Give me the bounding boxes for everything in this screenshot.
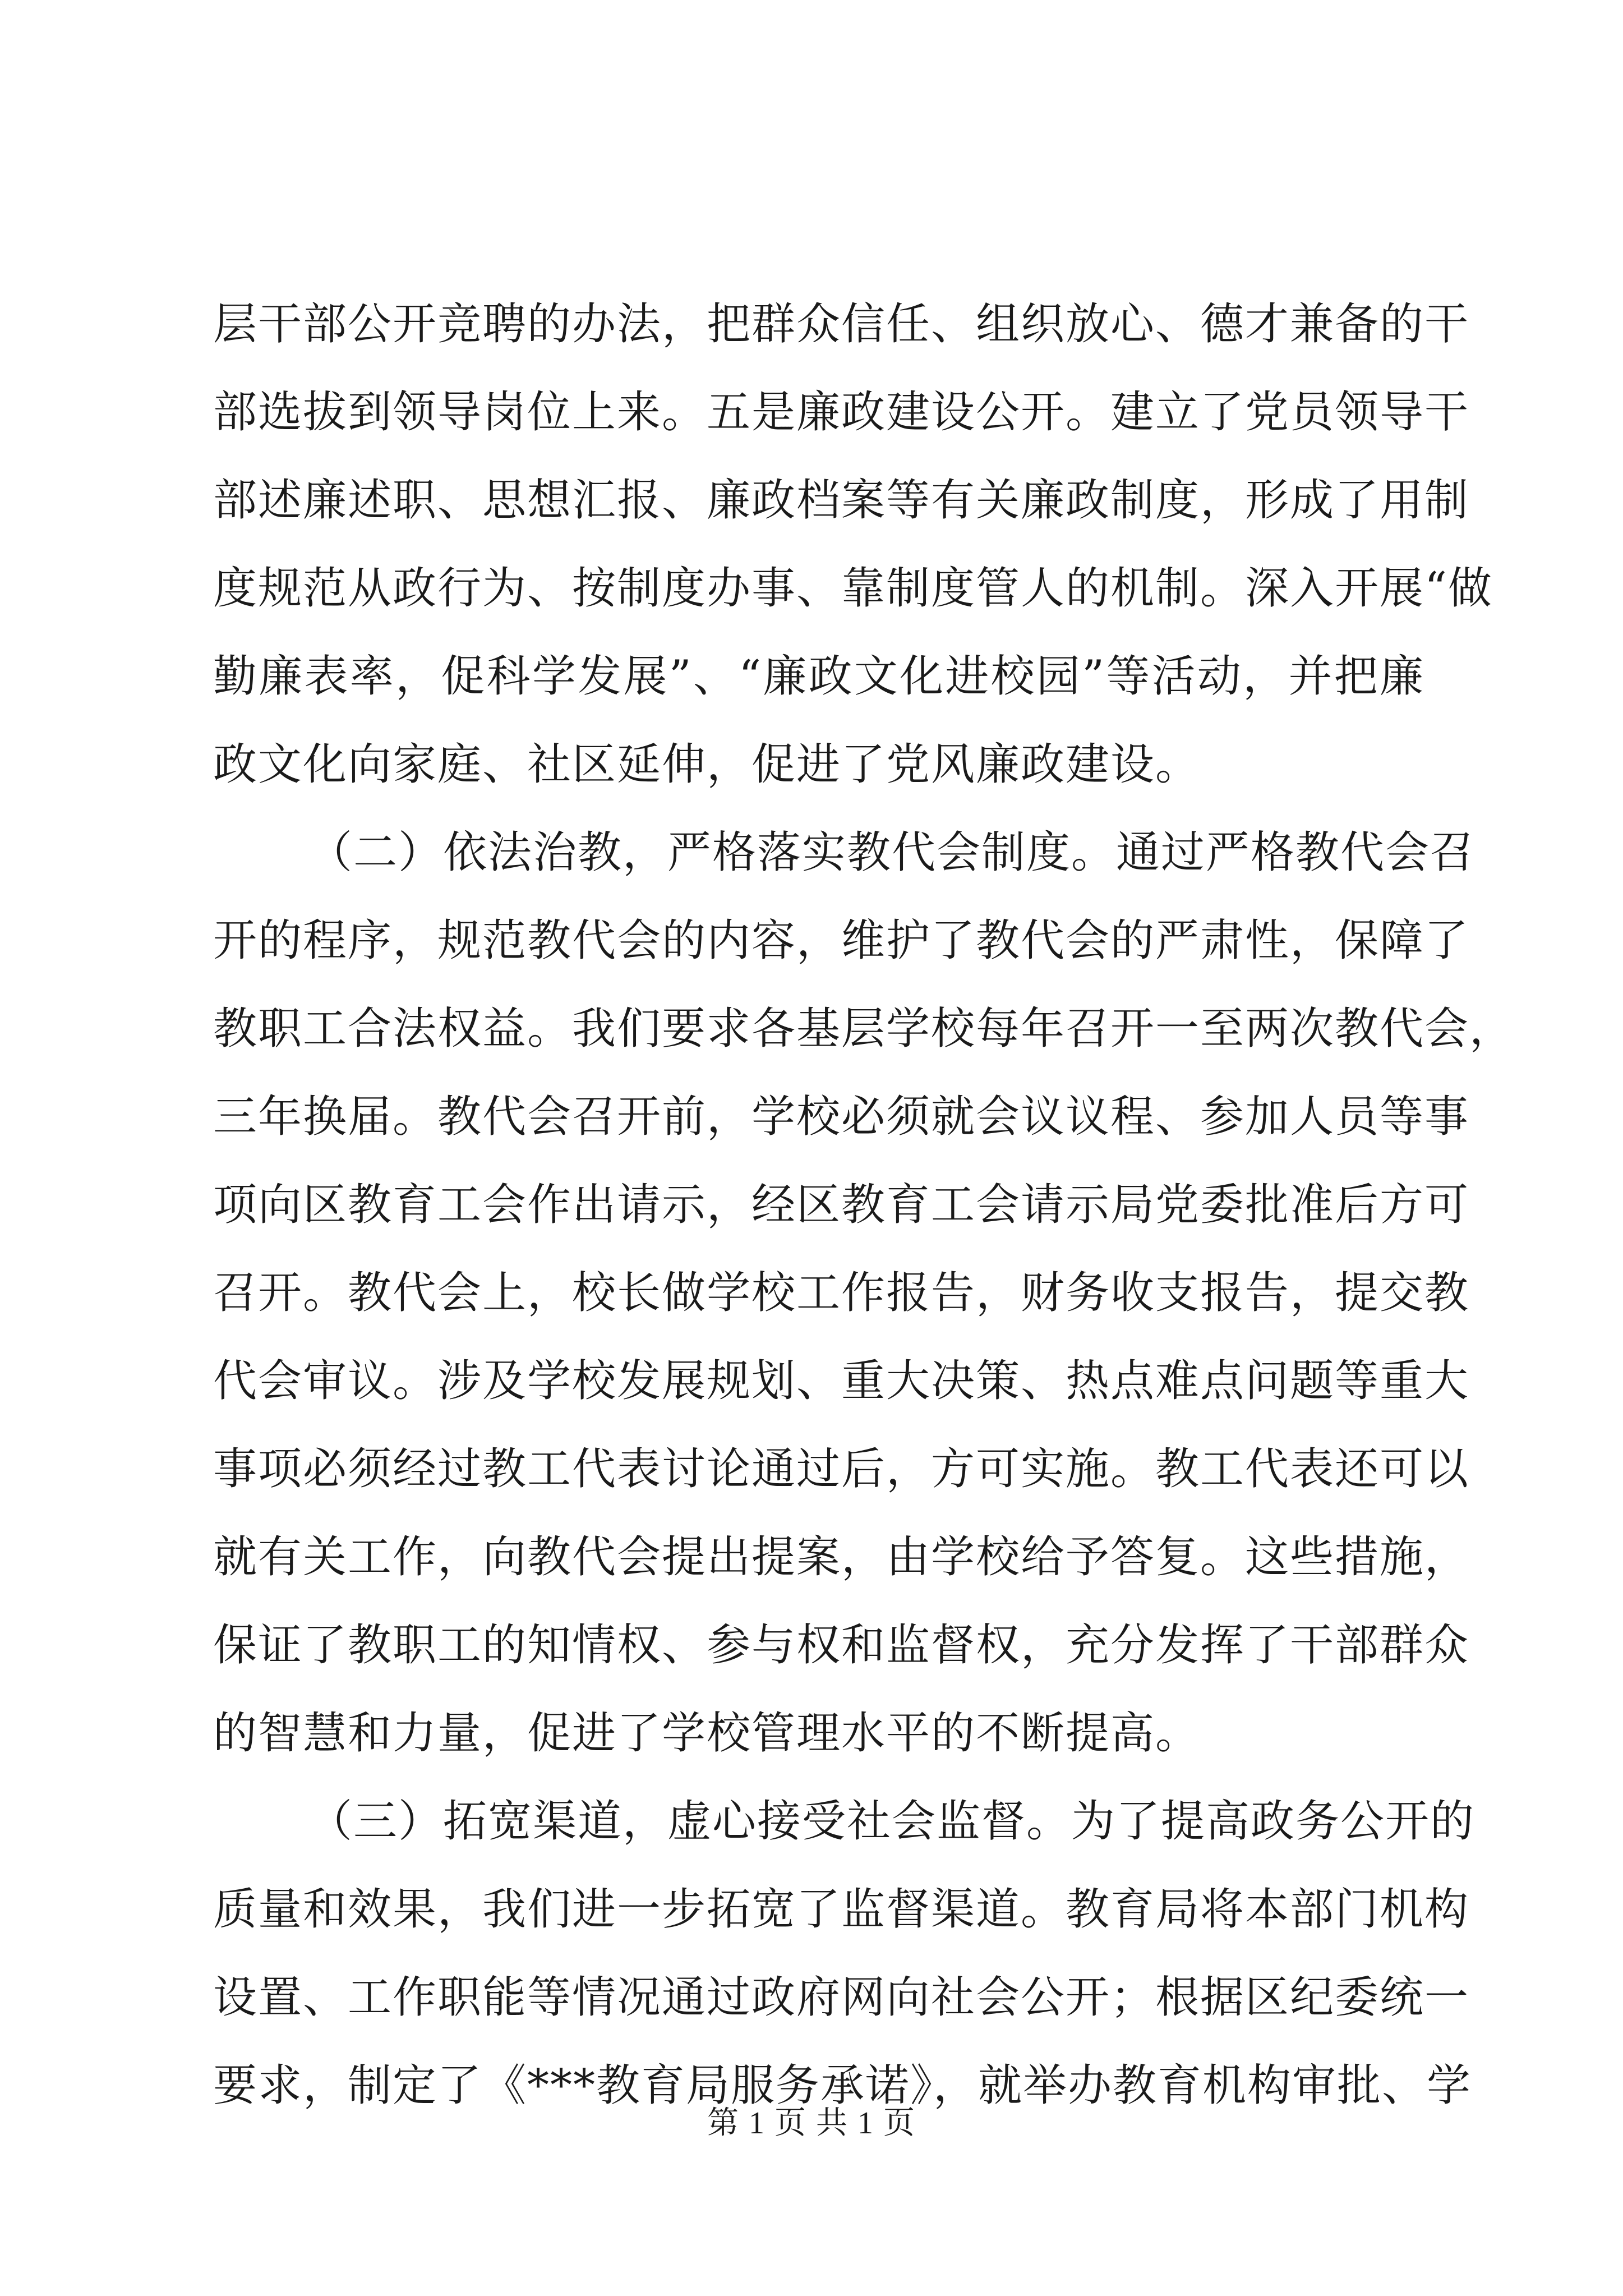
- text-line: 层干部公开竞聘的办法，把群众信任、组织放心、德才兼备的干: [213, 299, 1470, 349]
- text-line: 勤廉表率，促科学发展”、“廉政文化进校园”等活动，并把廉: [213, 651, 1424, 702]
- text-line: 代会审议。涉及学校发展规划、重大决策、热点难点问题等重大: [213, 1356, 1470, 1406]
- text-line: 保证了教职工的知情权、参与权和监督权，充分发挥了干部群众: [213, 1620, 1470, 1671]
- paragraph-start-line: （三）拓宽渠道，虚心接受社会监督。为了提高政务公开的: [308, 1796, 1476, 1847]
- text-line: 要求，制定了《***教育局服务承诺》，就举办教育机构审批、学: [213, 2060, 1472, 2111]
- text-line: 度规范从政行为、按制度办事、靠制度管人的机制。深入开展“做: [213, 563, 1493, 614]
- document-body: [213, 280, 1515, 2130]
- text-line: 事项必须经过教工代表讨论通过后，方可实施。教工代表还可以: [213, 1444, 1470, 1494]
- text-line: 召开。教代会上，校长做学校工作报告，财务收支报告，提交教: [213, 1268, 1470, 1318]
- page-number-footer: 第 1 页 共 1 页: [707, 2106, 916, 2141]
- text-line: 设置、工作职能等情况通过政府网向社会公开；根据区纪委统一: [213, 1972, 1470, 2023]
- text-line: 三年换届。教代会召开前，学校必须就会议议程、参加人员等事: [213, 1092, 1470, 1142]
- text-line: 的智慧和力量，促进了学校管理水平的不断提高。: [213, 1708, 1201, 1759]
- text-line: 质量和效果，我们进一步拓宽了监督渠道。教育局将本部门机构: [213, 1884, 1470, 1935]
- text-line: 开的程序，规范教代会的内容，维护了教代会的严肃性，保障了: [213, 915, 1470, 966]
- text-line: 政文化向家庭、社区延伸，促进了党风廉政建设。: [213, 739, 1201, 790]
- text-line: 部述廉述职、思想汇报、廉政档案等有关廉政制度，形成了用制: [213, 475, 1470, 526]
- text-line: 就有关工作，向教代会提出提案，由学校给予答复。这些措施，: [213, 1532, 1470, 1582]
- text-line: 教职工合法权益。我们要求各基层学校每年召开一至两次教代会，: [213, 1004, 1515, 1054]
- paragraph-start-line: （二）依法治教，严格落实教代会制度。通过严格教代会召: [308, 827, 1476, 878]
- text-line: 项向区教育工会作出请示，经区教育工会请示局党委批准后方可: [213, 1180, 1470, 1230]
- text-line: 部选拔到领导岗位上来。五是廉政建设公开。建立了党员领导干: [213, 387, 1470, 438]
